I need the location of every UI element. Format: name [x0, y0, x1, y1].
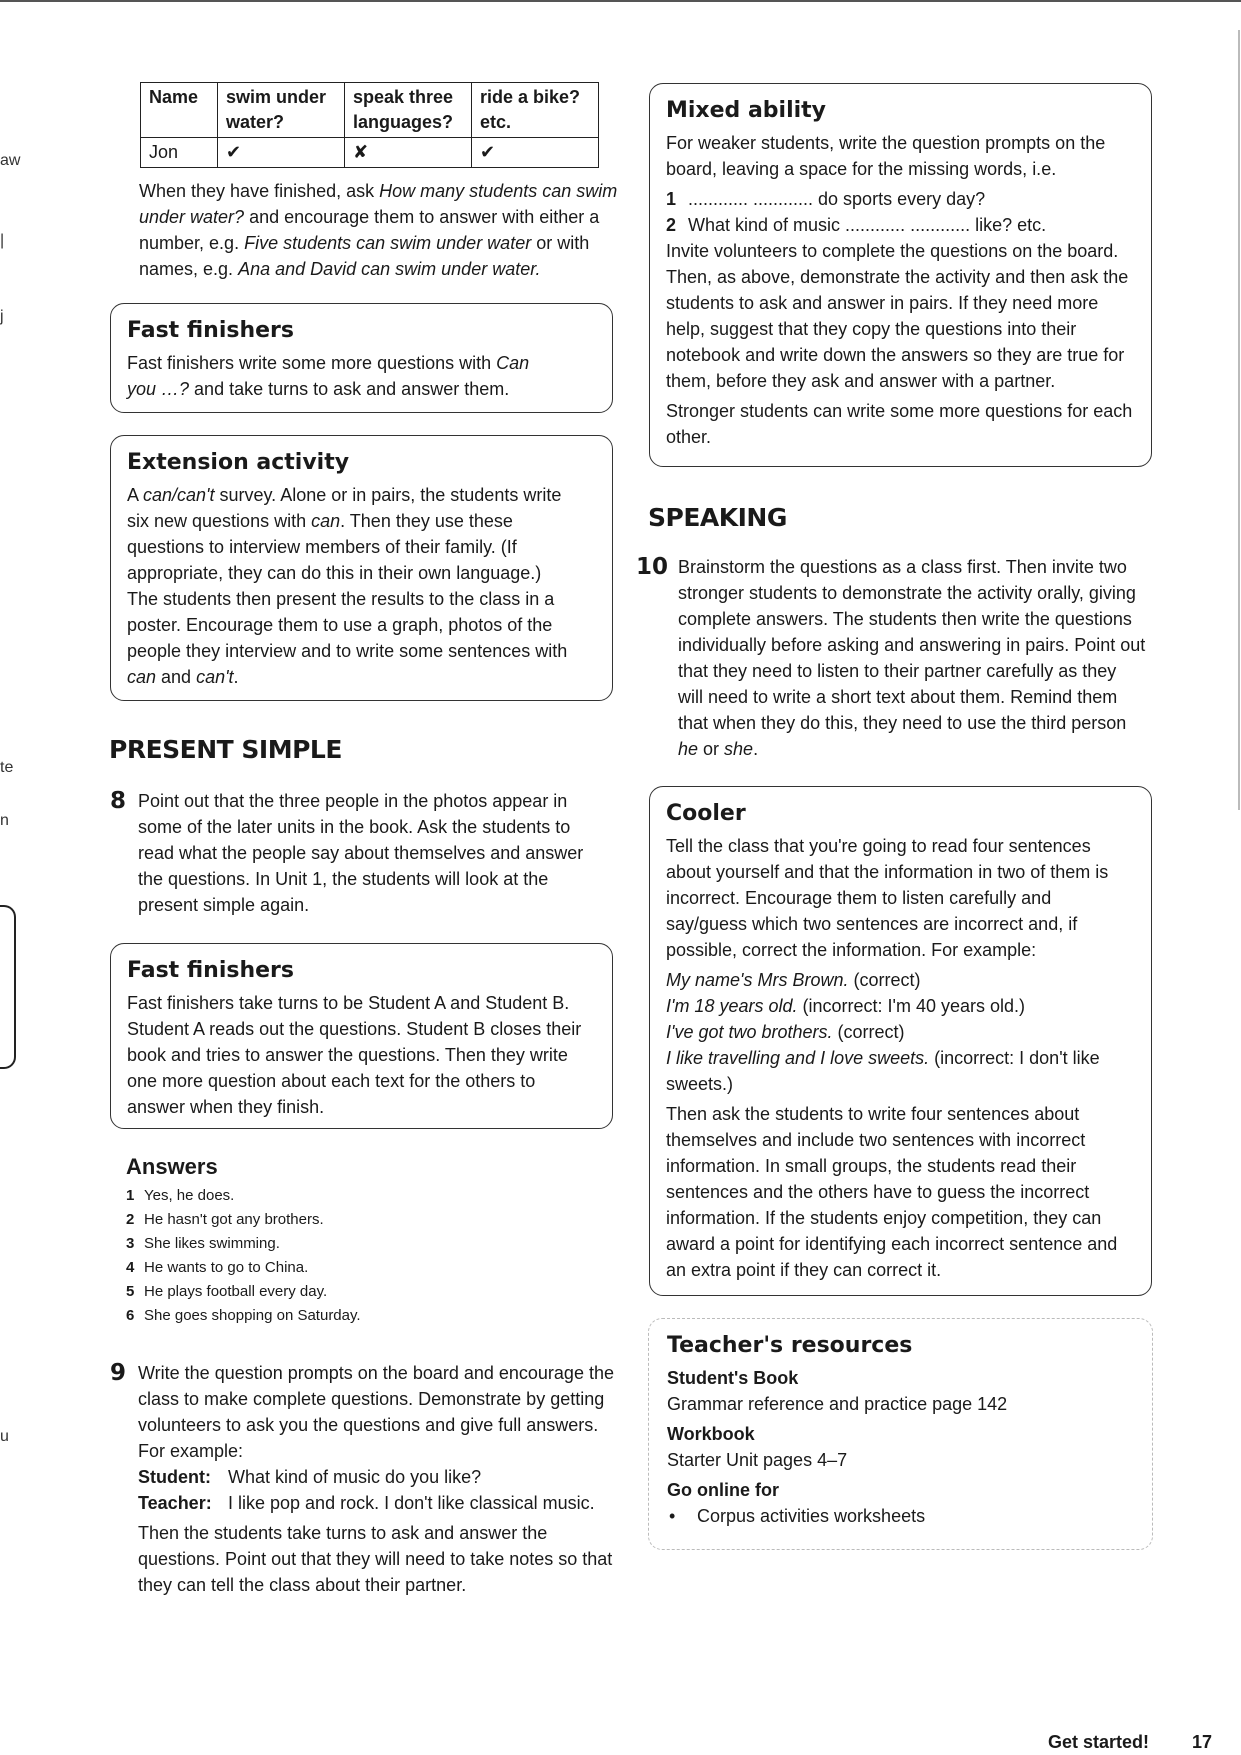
paragraph-number: 8	[110, 788, 127, 814]
item-text: She likes swimming.	[144, 1235, 280, 1252]
edge-fragment: aw	[0, 152, 21, 169]
right-edge-rule	[1238, 30, 1240, 810]
section-title-present-simple: PRESENT SIMPLE	[109, 735, 342, 764]
item-text: ............ ............ do sports every day?	[688, 189, 986, 209]
text: can/can't	[143, 485, 215, 505]
box-title: Teacher's resources	[667, 1333, 913, 1358]
answers-list	[126, 1184, 361, 1328]
text: can	[311, 511, 341, 531]
item-number: 4	[126, 1259, 135, 1276]
box-title: Cooler	[666, 801, 746, 826]
dialog-text: I like pop and rock. I don't like classical music.	[228, 1493, 595, 1513]
paragraph-text: Write the question prompts on the board and encourage the class to make complete questions. Demonstrate by getting volunteers to ask you the questions and give full answers. For example:	[138, 1363, 614, 1461]
item-number: 2	[666, 215, 677, 235]
item-text: He wants to go to China.	[144, 1259, 309, 1276]
edge-fragment: u	[0, 1428, 9, 1445]
resource-bullet-item	[667, 1503, 1134, 1529]
fast-finishers-box	[110, 303, 613, 413]
dialog-row-student	[138, 1464, 615, 1490]
intro-paragraph	[139, 178, 619, 282]
section-title-speaking: SPEAKING	[648, 503, 787, 532]
text: and	[156, 667, 197, 687]
text: A	[127, 485, 144, 505]
box-title: Fast finishers	[127, 958, 294, 983]
text: Five students can swim under water	[244, 233, 532, 253]
text: .	[753, 739, 759, 759]
speaker-label: Teacher:	[138, 1493, 212, 1513]
box-text: Stronger students can write some more questions for each other.	[666, 401, 1133, 447]
numbered-paragraph-8	[110, 788, 610, 918]
example-sentence	[666, 1045, 1135, 1097]
box-text	[127, 482, 596, 690]
text: can't	[196, 667, 234, 687]
item-number: 1	[126, 1187, 135, 1204]
item-text: She goes shopping on Saturday.	[144, 1307, 361, 1324]
text: I'm 18 years old.	[666, 996, 798, 1016]
item-text: Yes, he does.	[144, 1187, 235, 1204]
text: I like travelling and I love sweets.	[666, 1048, 930, 1068]
cooler-box	[649, 786, 1152, 1296]
table-header: swim under water?	[218, 83, 345, 138]
speaker-label: Student:	[138, 1467, 211, 1487]
list-item	[126, 1256, 361, 1280]
box-text	[127, 350, 596, 402]
paragraph-text: Then the students take turns to ask and answer the questions. Point out that they will need to take notes so that they can tell the class about their partner.	[138, 1523, 613, 1595]
table-cell: ✔	[218, 138, 345, 168]
text: (incorrect: I don't like sweets.)	[666, 1048, 1100, 1094]
paragraph-number: 9	[110, 1360, 127, 1386]
table-header-row	[141, 83, 599, 138]
resource-text: Starter Unit pages 4–7	[667, 1450, 848, 1470]
box-text: Tell the class that you're going to read four sentences about yourself and that the information in two of them is incorrect. Encourage them to listen carefully and say/guess which two sentences are incorrect and, if possible, correct the information. For example:	[666, 836, 1109, 960]
resource-text: Corpus activities worksheets	[697, 1506, 926, 1526]
text: Can you …?	[127, 353, 530, 399]
mixed-ability-box	[649, 83, 1152, 467]
text: How many students can swim under water?	[139, 181, 618, 227]
text: she	[724, 739, 754, 759]
table-header: ride a bike? etc.	[472, 83, 599, 138]
list-item	[666, 212, 1135, 238]
text: When they have finished, ask	[139, 181, 380, 201]
list-item	[126, 1208, 361, 1232]
item-number: 3	[126, 1235, 135, 1252]
list-item	[126, 1232, 361, 1256]
paragraph-number: 10	[636, 554, 669, 580]
example-sentences	[666, 967, 1135, 1097]
text: or	[698, 739, 725, 759]
box-title: Mixed ability	[666, 98, 827, 123]
survey-table	[140, 82, 599, 168]
box-text: For weaker students, write the question prompts on the board, leaving a space for the missing words, i.e.	[666, 133, 1106, 179]
table-row	[141, 138, 599, 168]
text: I've got two brothers.	[666, 1022, 833, 1042]
numbered-paragraph-10	[636, 554, 1146, 762]
paragraph-text: Point out that the three people in the photos appear in some of the later units in the book. Ask the students to read what the people say about themselves and answer the questions. In Unit 1, the students will look at the present simple again.	[138, 791, 584, 915]
edge-fragment: |	[0, 232, 5, 249]
text: and take turns to ask and answer them.	[189, 379, 510, 399]
edge-bracket	[0, 905, 16, 1069]
item-text: What kind of music ............ ............ like? etc.	[688, 215, 1047, 235]
text: Fast finishers write some more questions with	[127, 353, 497, 373]
teachers-resources-box	[648, 1318, 1153, 1550]
prompt-list	[666, 186, 1135, 238]
text: (incorrect: I'm 40 years old.)	[797, 996, 1026, 1016]
box-text: Fast finishers take turns to be Student A and Student B. Student A reads out the questions. Student B closes their book and tries to answer the questions. Then they write one more question about each text for the others to answer when they finish.	[127, 993, 582, 1117]
dialog-text: What kind of music do you like?	[228, 1467, 482, 1487]
table-cell: Jon	[141, 138, 218, 168]
top-rule	[0, 0, 1241, 2]
box-title: Extension activity	[127, 450, 350, 475]
resource-heading: Student's Book	[667, 1368, 799, 1388]
bullet-icon: •	[669, 1506, 676, 1526]
text: he	[678, 739, 699, 759]
item-number: 2	[126, 1211, 135, 1228]
example-sentence	[666, 967, 1135, 993]
extension-activity-box	[110, 435, 613, 701]
item-text: He plays football every day.	[144, 1283, 328, 1300]
text: Brainstorm the questions as a class first. Then invite two stronger students to demonstrate the activity orally, giving complete answers. The students then write the questions individually before asking and answering in pairs. Point out that they need to listen to their partner carefully as they will need to write a short text about them. Remind them that when they do this, they need to use the third person	[678, 557, 1146, 733]
example-sentence	[666, 993, 1135, 1019]
text: Ana and David can swim under water.	[238, 259, 541, 279]
fast-finishers-box-2	[110, 943, 613, 1129]
text: and encourage them to answer with either a number, e.g.	[139, 207, 600, 253]
item-number: 5	[126, 1283, 135, 1300]
footer-label: Get started!	[1048, 1732, 1150, 1752]
item-number: 6	[126, 1307, 135, 1324]
example-sentence	[666, 1019, 1135, 1045]
table-cell: ✔	[472, 138, 599, 168]
resource-text: Grammar reference and practice page 142	[667, 1394, 1008, 1414]
item-number: 1	[666, 189, 677, 209]
dialog-row-teacher	[138, 1490, 615, 1516]
box-title: Fast finishers	[127, 318, 294, 343]
paragraph-text	[678, 554, 1146, 762]
answers-title: Answers	[126, 1154, 218, 1179]
text: . Then they use these questions to interview members of their family. (If appropriate, they can do this in their own language.) The students then present the results to the class in a poster. Encourage them to use a graph, photos of the people they interview and to write some sentences with	[127, 511, 568, 661]
table-cell: ✘	[345, 138, 472, 168]
table-header: speak three languages?	[345, 83, 472, 138]
text: can	[127, 667, 157, 687]
text: (correct)	[832, 1022, 905, 1042]
page-number: 17	[1192, 1732, 1213, 1752]
table-header: Name	[141, 83, 218, 138]
list-item	[126, 1280, 361, 1304]
edge-fragment: te	[0, 759, 14, 776]
box-text: Then ask the students to write four sentences about themselves and include two sentences with incorrect information. In small groups, the students read their sentences and the others have to guess the incorrect information. If the students enjoy competition, they can award a point for identifying each incorrect sentence and an extra point if they can correct it.	[666, 1104, 1118, 1280]
text: (correct)	[848, 970, 921, 990]
edge-fragment: j	[0, 308, 4, 325]
text: or with names, e.g.	[139, 233, 590, 279]
text: My name's Mrs Brown.	[666, 970, 849, 990]
box-text: Invite volunteers to complete the questions on the board. Then, as above, demonstrate the activity and then ask the students to ask and answer in pairs. If they need more help, suggest that they copy the questions into their notebook and write down the answers so they are true for them, before they ask and answer with a partner.	[666, 241, 1129, 391]
numbered-paragraph-9	[110, 1360, 615, 1598]
resource-heading: Workbook	[667, 1424, 755, 1444]
text: .	[233, 667, 239, 687]
list-item	[666, 186, 1135, 212]
item-text: He hasn't got any brothers.	[144, 1211, 324, 1228]
text: survey. Alone or in pairs, the students write six new questions with	[127, 485, 562, 531]
list-item	[126, 1184, 361, 1208]
resource-heading: Go online for	[667, 1480, 779, 1500]
list-item	[126, 1304, 361, 1328]
edge-fragment: n	[0, 812, 9, 829]
